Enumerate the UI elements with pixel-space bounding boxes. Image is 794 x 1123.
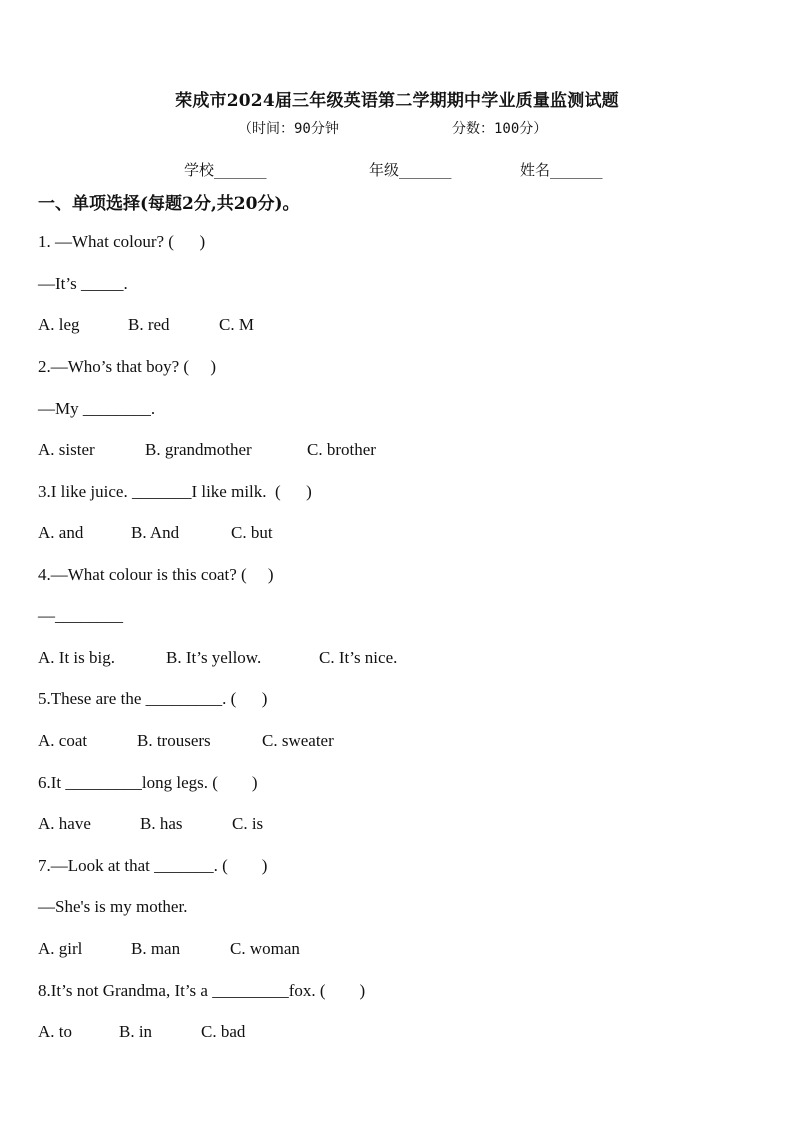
question-5-line-1: 5.These are the _________. ( ) — [38, 689, 268, 708]
exam-time: （时间：90分钟 — [238, 121, 339, 137]
question-5-option-b: B. trousers — [137, 731, 211, 750]
question-2-option-c: C. brother — [307, 440, 376, 459]
exam-title: 荣成市2024届三年级英语第二学期期中学业质量监测试题 — [175, 91, 619, 111]
school-field: 学校_______ — [184, 161, 267, 179]
question-3-option-c: C. but — [231, 523, 273, 542]
question-8-option-c: C. bad — [201, 1022, 246, 1041]
section-title: 一、单项选择(每题2分,共20分)。 — [38, 194, 300, 214]
question-7-line-2: —She's is my mother. — [38, 897, 188, 916]
question-3-line-1: 3.I like juice. _______I like milk. ( ) — [38, 482, 312, 501]
question-5-option-a: A. coat — [38, 731, 88, 750]
question-6-option-c: C. is — [232, 814, 264, 833]
question-5-option-c: C. sweater — [262, 731, 334, 750]
question-7-option-c: C. woman — [230, 939, 300, 958]
question-6-option-a: A. have — [38, 814, 91, 833]
question-1-line-1: 1. —What colour? ( ) — [38, 232, 206, 251]
question-7-line-1: 7.—Look at that _______. ( ) — [38, 856, 268, 875]
question-2-option-a: A. sister — [38, 440, 95, 459]
question-1-line-2: —It’s _____. — [38, 274, 128, 293]
question-2-line-2: —My ________. — [38, 399, 156, 418]
question-4-option-b: B. It’s yellow. — [166, 648, 262, 667]
question-1-option-b: B. red — [128, 315, 170, 334]
grade-field: 年级_______ — [369, 161, 452, 179]
question-8-line-1: 8.It’s not Grandma, It’s a _________fox. ( ) — [38, 981, 366, 1000]
question-3-option-a: A. and — [38, 523, 84, 542]
question-4-option-c: C. It’s nice. — [319, 648, 398, 667]
exam-score: 分数：100分） — [452, 121, 548, 137]
question-3-option-b: B. And — [131, 523, 180, 542]
question-7-option-a: A. girl — [38, 939, 83, 958]
question-1-option-c: C. M — [219, 315, 254, 334]
question-8-option-a: A. to — [38, 1022, 72, 1041]
question-8-option-b: B. in — [119, 1022, 153, 1041]
question-2-line-1: 2.—Who’s that boy? ( ) — [38, 357, 216, 376]
name-field: 姓名_______ — [520, 161, 603, 179]
question-4-option-a: A. It is big. — [38, 648, 115, 667]
question-4-line-1: 4.—What colour is this coat? ( ) — [38, 565, 274, 584]
question-4-line-2: —________ — [38, 606, 123, 625]
question-6-line-1: 6.It _________long legs. ( ) — [38, 773, 258, 792]
question-6-option-b: B. has — [140, 814, 183, 833]
question-1-option-a: A. leg — [38, 315, 80, 334]
question-2-option-b: B. grandmother — [145, 440, 252, 459]
question-7-option-b: B. man — [131, 939, 181, 958]
